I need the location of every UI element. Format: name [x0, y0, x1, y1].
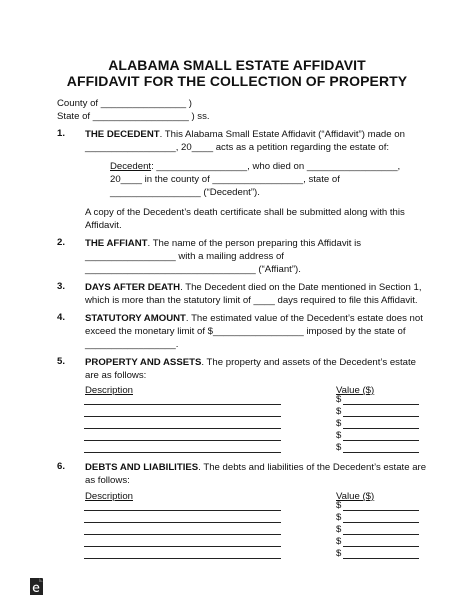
section-6-line-2: as follows:	[85, 475, 130, 486]
death-certificate-note-1: A copy of the Decedent’s death certificate shall be submitted along with this	[85, 207, 405, 218]
section-2-line-2: _________________ with a mailing address of	[85, 251, 284, 262]
document-subtitle: AFFIDAVIT FOR THE COLLECTION OF PROPERTY	[66, 73, 408, 89]
section-2-text: . The name of the person preparing this Affidavit is	[147, 238, 362, 249]
asset-dollar-sign: $	[336, 418, 342, 429]
asset-description-line[interactable]	[84, 416, 281, 417]
debt-value-line[interactable]	[343, 546, 419, 547]
state-line: State of __________________ ) ss.	[57, 111, 210, 122]
section-6-description-header: Description	[85, 491, 133, 502]
decedent-label: Decedent	[110, 161, 152, 172]
asset-value-line[interactable]	[343, 416, 419, 417]
document-title: ALABAMA SMALL ESTATE AFFIDAVIT	[108, 57, 366, 73]
asset-dollar-sign: $	[336, 394, 342, 405]
section-2-number: 2.	[57, 237, 66, 248]
debt-dollar-sign: $	[336, 536, 342, 547]
debt-value-line[interactable]	[343, 510, 419, 511]
decedent-line-3: _________________ (“Decedent”).	[110, 187, 260, 198]
decedent-line-1	[110, 160, 400, 173]
section-4-line-1	[85, 312, 423, 325]
section-3-heading: DAYS AFTER DEATH	[85, 282, 181, 293]
section-1-line-2: _________________, 20____ acts as a petition regarding the estate of:	[85, 142, 390, 153]
section-5-heading: PROPERTY AND ASSETS	[85, 357, 202, 368]
asset-dollar-sign: $	[336, 430, 342, 441]
decedent-text: : _________________, who died on _________________,	[151, 161, 401, 172]
debt-value-line[interactable]	[343, 522, 419, 523]
section-1-line-1	[85, 128, 405, 141]
section-1-number: 1.	[57, 128, 66, 139]
debt-description-line[interactable]	[84, 558, 281, 559]
asset-description-line[interactable]	[84, 440, 281, 441]
asset-value-line[interactable]	[343, 452, 419, 453]
debt-dollar-sign: $	[336, 500, 342, 511]
section-3-number: 3.	[57, 281, 66, 292]
section-5-value-header: Value ($)	[336, 385, 375, 396]
debt-description-line[interactable]	[84, 510, 281, 511]
section-4-heading: STATUTORY AMOUNT	[85, 313, 186, 324]
asset-description-line[interactable]	[84, 428, 281, 429]
county-line: County of ________________ )	[57, 98, 192, 109]
asset-value-line[interactable]	[343, 404, 419, 405]
asset-dollar-sign: $	[336, 442, 342, 453]
section-6-line-1	[85, 461, 426, 474]
section-5-number: 5.	[57, 356, 66, 367]
section-2-line-1	[85, 237, 361, 250]
section-3-line-1	[85, 281, 422, 294]
section-5-line-1	[85, 356, 416, 369]
eforms-logo-icon	[30, 578, 43, 595]
asset-value-line[interactable]	[343, 428, 419, 429]
debt-dollar-sign: $	[336, 524, 342, 535]
section-4-number: 4.	[57, 312, 66, 323]
debt-dollar-sign: $	[336, 548, 342, 559]
section-6-number: 6.	[57, 461, 66, 472]
asset-description-line[interactable]	[84, 452, 281, 453]
section-5-line-2: are as follows:	[85, 370, 147, 381]
debt-dollar-sign: $	[336, 512, 342, 523]
debt-description-line[interactable]	[84, 522, 281, 523]
section-4-line-2: exceed the monetary limit of $_________________ imposed by the state of	[85, 326, 406, 337]
debt-description-line[interactable]	[84, 534, 281, 535]
section-6-text: . The debts and liabilities of the Decedent’s estate are	[198, 462, 427, 473]
asset-value-line[interactable]	[343, 440, 419, 441]
asset-description-line[interactable]	[84, 404, 281, 405]
death-certificate-note-2: Affidavit.	[85, 220, 122, 231]
section-1-heading: THE DECEDENT	[85, 129, 160, 140]
section-3-line-2: which is more than the statutory limit of ____ days required to file this Affidavit.	[85, 295, 418, 306]
section-2-heading: THE AFFIANT	[85, 238, 148, 249]
section-6-value-header: Value ($)	[336, 491, 375, 502]
debt-value-line[interactable]	[343, 558, 419, 559]
asset-dollar-sign: $	[336, 406, 342, 417]
section-1-text: . This Alabama Small Estate Affidavit (“Affidavit”) made on	[159, 129, 405, 140]
section-5-description-header: Description	[85, 385, 133, 396]
section-2-line-3: ________________________________ (“Affiant”).	[85, 264, 301, 275]
debt-value-line[interactable]	[343, 534, 419, 535]
section-4-line-3: _________________.	[85, 339, 179, 350]
section-6-heading: DEBTS AND LIABILITIES	[85, 462, 199, 473]
document-e-icon	[30, 578, 43, 595]
section-3-text: . The Decedent died on the Date mentioned in Section 1,	[180, 282, 422, 293]
section-4-text: . The estimated value of the Decedent’s estate does not	[185, 313, 423, 324]
section-5-text: . The property and assets of the Decedent’s estate	[201, 357, 416, 368]
debt-description-line[interactable]	[84, 546, 281, 547]
decedent-line-2: 20____ in the county of _________________, state of	[110, 174, 340, 185]
